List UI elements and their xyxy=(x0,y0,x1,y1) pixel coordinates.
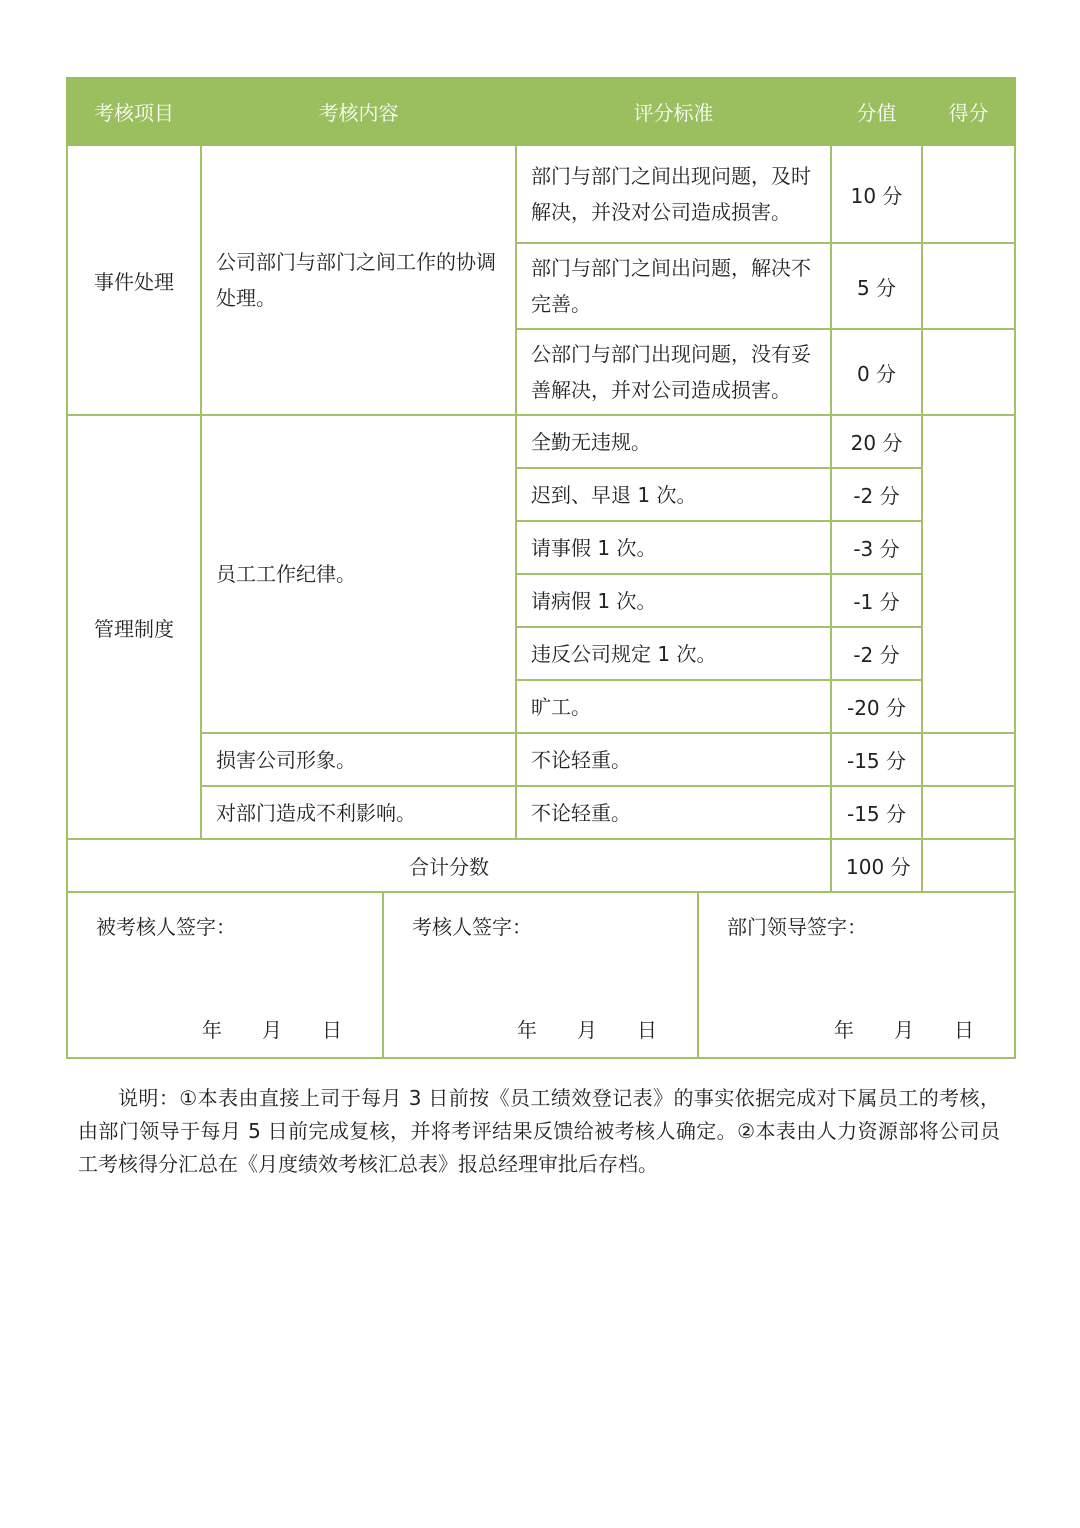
score-value-cell: -15 分 xyxy=(831,786,922,839)
score-value-cell: 5 分 xyxy=(831,243,922,329)
item-event-handling: 事件处理 xyxy=(67,145,201,416)
criterion-cell: 不论轻重。 xyxy=(516,733,831,786)
leader-signature-box[interactable] xyxy=(698,893,1015,1058)
total-score-earned-input[interactable] xyxy=(922,839,1015,892)
criterion-cell: 部门与部门之间出现问题，及时解决，并没对公司造成损害。 xyxy=(516,145,831,244)
score-value-cell: 20 分 xyxy=(831,415,922,468)
appraiser-signature-label: 考核人签字： xyxy=(412,915,532,939)
table-row xyxy=(67,786,1015,839)
criterion-cell: 部门与部门之间出问题，解决不完善。 xyxy=(516,243,831,329)
criterion-cell: 全勤无违规。 xyxy=(516,415,831,468)
criterion-cell: 公部门与部门出现问题，没有妥善解决，并对公司造成损害。 xyxy=(516,329,831,415)
month-label: 月 xyxy=(577,1018,597,1042)
score-value-cell: -2 分 xyxy=(831,468,922,521)
header-criteria: 评分标准 xyxy=(516,78,831,145)
day-label: 日 xyxy=(637,1018,657,1042)
signature-date xyxy=(477,1014,657,1043)
signature-row xyxy=(67,893,1015,1058)
appraisal-form xyxy=(66,77,1014,1059)
header-score-earned: 得分 xyxy=(922,78,1015,145)
day-label: 日 xyxy=(322,1018,342,1042)
score-earned-input[interactable] xyxy=(922,329,1015,415)
signature-table xyxy=(66,893,1016,1059)
score-earned-input[interactable] xyxy=(922,145,1015,244)
signature-date xyxy=(794,1014,974,1043)
table-row xyxy=(67,415,1015,468)
month-label: 月 xyxy=(262,1018,282,1042)
table-row xyxy=(67,733,1015,786)
appraisee-signature-label: 被考核人签字： xyxy=(96,915,236,939)
appraiser-signature-box[interactable] xyxy=(383,893,698,1058)
criterion-cell: 不论轻重。 xyxy=(516,786,831,839)
score-value-cell: -15 分 xyxy=(831,733,922,786)
form-note: 说明：①本表由直接上司于每月 3 日前按《员工绩效登记表》的事实依据完成对下属员工的考核，由部门领导于每月 5 日前完成复核，并将考评结果反馈给被考核人确定。②本表由人力资源部将公司员工考核得分汇总在《月度绩效考核汇总表》报总经理审批后存档。 xyxy=(78,1086,1000,1176)
score-value-cell: -20 分 xyxy=(831,680,922,733)
total-label: 合计分数 xyxy=(67,839,831,892)
criterion-cell: 请事假 1 次。 xyxy=(516,521,831,574)
score-value-cell: -2 分 xyxy=(831,627,922,680)
score-value-cell: -3 分 xyxy=(831,521,922,574)
score-earned-input[interactable] xyxy=(922,243,1015,329)
year-label: 年 xyxy=(202,1018,222,1042)
total-score-value: 100 分 xyxy=(831,839,922,892)
content-company-image: 损害公司形象。 xyxy=(201,733,516,786)
appraisee-signature-box[interactable] xyxy=(67,893,383,1058)
score-earned-input[interactable] xyxy=(922,733,1015,786)
appraisal-table xyxy=(66,77,1016,893)
year-label: 年 xyxy=(834,1018,854,1042)
criterion-cell: 迟到、早退 1 次。 xyxy=(516,468,831,521)
criterion-cell: 违反公司规定 1 次。 xyxy=(516,627,831,680)
score-value-cell: 10 分 xyxy=(831,145,922,244)
score-value-cell: -1 分 xyxy=(831,574,922,627)
score-earned-input[interactable] xyxy=(922,786,1015,839)
header-content: 考核内容 xyxy=(201,78,516,145)
header-item: 考核项目 xyxy=(67,78,201,145)
score-earned-input[interactable] xyxy=(922,415,1015,733)
content-coordination: 公司部门与部门之间工作的协调处理。 xyxy=(201,145,516,416)
criterion-cell: 请病假 1 次。 xyxy=(516,574,831,627)
year-label: 年 xyxy=(517,1018,537,1042)
content-department-impact: 对部门造成不利影响。 xyxy=(201,786,516,839)
month-label: 月 xyxy=(894,1018,914,1042)
table-header-row xyxy=(67,78,1015,145)
total-row xyxy=(67,839,1015,892)
criterion-cell: 旷工。 xyxy=(516,680,831,733)
content-work-discipline: 员工工作纪律。 xyxy=(201,415,516,733)
table-row xyxy=(67,145,1015,244)
leader-signature-label: 部门领导签字： xyxy=(727,915,867,939)
score-value-cell: 0 分 xyxy=(831,329,922,415)
item-management-system: 管理制度 xyxy=(67,415,201,839)
signature-date xyxy=(162,1014,342,1043)
day-label: 日 xyxy=(954,1018,974,1042)
header-score-value: 分值 xyxy=(831,78,922,145)
